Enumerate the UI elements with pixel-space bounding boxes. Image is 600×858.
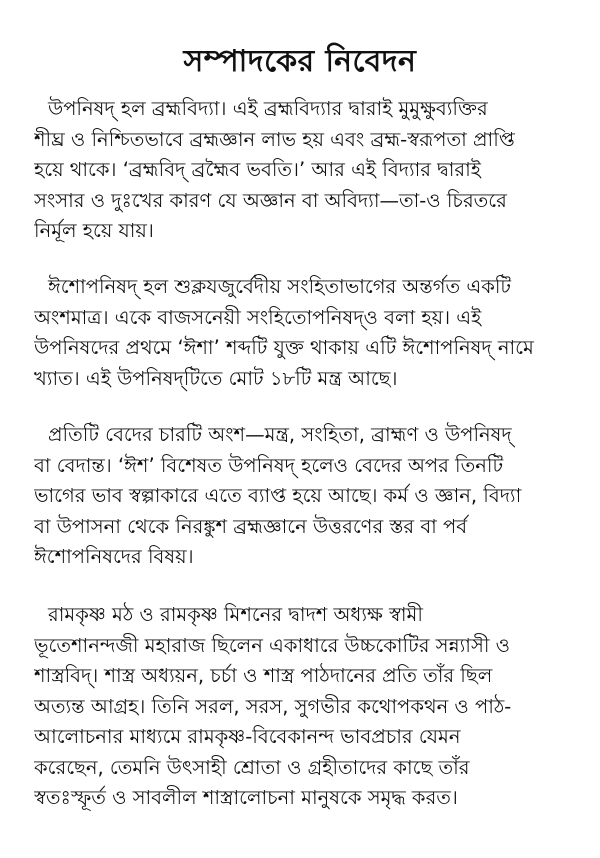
text-line: ভাগের ভাব স্বল্পাকারে এতে ব্যাপ্ত হয়ে আছে। কর্ম ও জ্ঞান, বিদ্যা <box>34 484 522 507</box>
text-line: বা বেদান্ত। ‘ঈশ’ বিশেষত উপনিষদ্ হলেও বেদের অপর তিনটি <box>34 453 504 477</box>
paragraph-4 <box>34 600 574 814</box>
text-line: ঈশোপনিষদ্ হল শুক্লযজুর্বেদীয় সংহিতাভাগের অন্তর্গত একটি <box>48 275 512 298</box>
text-line: অত্যন্ত আগ্রহ। তিনি সরল, সরস, সুগভীর কথোপকথন ও পাঠ- <box>34 694 512 718</box>
text-line: আলোচনার মাধ্যমে রামকৃষ্ণ-বিবেকানন্দ ভাবপ্রচার যেমন <box>34 725 461 748</box>
text-line: করেছেন, তেমনি উৎসাহী শ্রোতা ও গ্রহীতাদের কাছে তাঁর <box>34 755 470 779</box>
page-title: সম্পাদকের নিবেদন <box>183 44 417 80</box>
paragraph-3 <box>34 420 574 573</box>
text-line: উপনিষদের প্রথমে ‘ঈশা’ শব্দটি যুক্ত থাকায় এটি ঈশোপনিষদ্ নামে <box>34 336 534 359</box>
text-line: হয়ে থাকে। ‘ব্রহ্মবিদ্ ব্রহ্মৈব ভবতি।’ আর এই বিদ্যার দ্বারাই <box>34 158 481 181</box>
paragraph-1 <box>34 94 574 247</box>
text-line: বা উপাসনা থেকে নিরঙ্কুশ ব্রহ্মজ্ঞানে উত্তরণের স্তর বা পর্ব <box>34 514 468 538</box>
text-line: সংসার ও দুঃখের কারণ যে অজ্ঞান বা অবিদ্যা—তা-ও চিরতরে <box>34 188 507 212</box>
text-line: রামকৃষ্ণ মঠ ও রামকৃষ্ণ মিশনের দ্বাদশ অধ্যক্ষ স্বামী <box>48 603 423 626</box>
text-line: প্রতিটি বেদের চারটি অংশ—মন্ত্র, সংহিতা, ব্রাহ্মণ ও উপনিষদ্ <box>48 423 512 446</box>
text-line: নির্মূল হয়ে যায়। <box>34 219 154 242</box>
text-line: শাস্ত্রবিদ্। শাস্ত্র অধ্যয়ন, চর্চা ও শাস্ত্র পাঠদানের প্রতি তাঁর ছিল <box>34 664 493 687</box>
text-line: ঈশোপনিষদের বিষয়। <box>34 545 194 568</box>
text-line: স্বতঃস্ফূর্ত ও সাবলীল শাস্ত্রালোচনা মানুষকে সমৃদ্ধ করত। <box>34 786 458 809</box>
text-line: শীঘ্র ও নিশ্চিতভাবে ব্রহ্মজ্ঞান লাভ হয় এবং ব্রহ্ম-স্বরূপতা প্রাপ্তি <box>34 127 515 151</box>
text-line: ভূতেশানন্দজী মহারাজ ছিলেন একাধারে উচ্চকোটির সন্ন্যাসী ও <box>34 633 510 657</box>
text-line: অংশমাত্র। একে বাজসনেয়ী সংহিতোপনিষদ্ও বলা হয়। এই <box>34 305 482 329</box>
text-line: উপনিষদ্ হল ব্রহ্মবিদ্যা। এই ব্রহ্মবিদ্যার দ্বারাই মুমুক্ষুব্যক্তির <box>48 97 488 120</box>
paragraph-2 <box>34 272 574 394</box>
text-line: খ্যাত। এই উপনিষদ্‌টিতে মোট ১৮টি মন্ত্র আছে। <box>34 366 398 390</box>
